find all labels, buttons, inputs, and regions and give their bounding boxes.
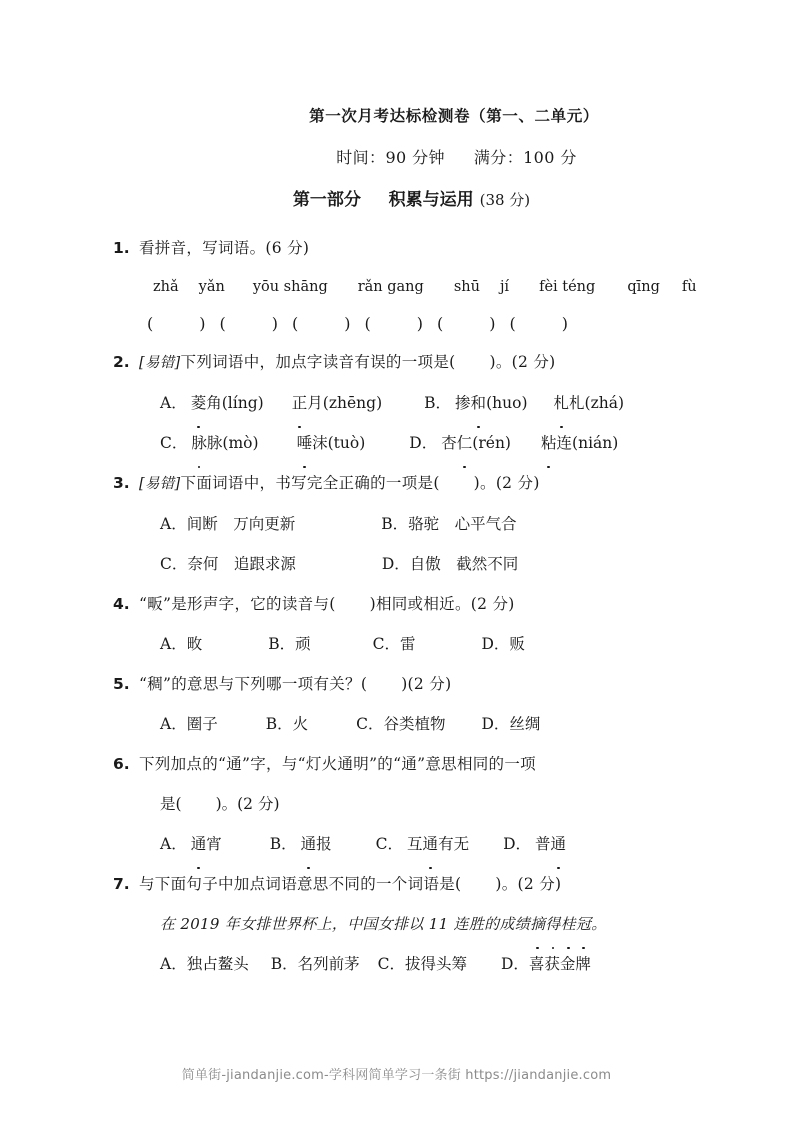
question-2-blank[interactable] — [455, 353, 489, 371]
question-1-stem — [113, 228, 713, 268]
option-text — [407, 835, 469, 853]
paren-right: ) — [271, 314, 278, 333]
question-5-options — [113, 704, 713, 744]
question-7-options — [113, 944, 713, 984]
option: C．拔得头筹 — [377, 955, 467, 973]
question-3-text — [139, 463, 540, 504]
char: n — [494, 434, 505, 452]
option-text — [585, 394, 625, 412]
emphasis-dot-char: 仁 — [457, 423, 473, 463]
option — [160, 423, 259, 463]
option: B．火 — [265, 715, 309, 733]
option: C．雷 — [372, 635, 416, 653]
char: ) — [504, 434, 511, 452]
question-7-stem-b: )。(2 分) — [495, 875, 562, 893]
question-2-text — [139, 342, 556, 383]
option — [541, 423, 618, 463]
question-5-blank[interactable] — [367, 675, 401, 693]
option-text — [292, 394, 323, 412]
option: A．独占鳌头 — [160, 955, 249, 973]
question-4-text — [139, 584, 515, 624]
char: z — [590, 394, 599, 412]
char: g — [366, 394, 377, 412]
char: ) — [257, 394, 264, 412]
emphasis-dot-char: 通 — [551, 824, 567, 864]
paren-left: ( — [147, 314, 154, 333]
answer-blank[interactable] — [510, 306, 569, 342]
char: ( — [486, 394, 493, 412]
emphasis-dot-char: 正 — [292, 383, 308, 423]
char: 脉 — [206, 434, 223, 452]
char: ( — [322, 394, 329, 412]
char: n — [578, 434, 589, 452]
question-5 — [113, 664, 713, 744]
emphasis-dot-char: 粘 — [541, 423, 557, 463]
option: D．自傲 截然不同 — [381, 555, 519, 573]
char: 月 — [307, 394, 323, 412]
question-6-stem-b-a: 是( — [160, 795, 182, 813]
question-4 — [113, 584, 713, 664]
option-text — [222, 434, 258, 452]
pinyin-token: jí — [499, 279, 510, 295]
char: ē — [346, 394, 357, 412]
pinyin-token: qīng — [627, 279, 660, 295]
option: D．喜获金牌 — [500, 955, 591, 973]
option-label: B． — [269, 835, 297, 853]
question-3-blank[interactable] — [440, 474, 474, 492]
paren-right: ) — [561, 314, 568, 333]
char: l — [227, 394, 233, 412]
option — [160, 383, 264, 423]
question-2 — [113, 342, 713, 463]
question-4-options — [113, 624, 713, 664]
question-3-stem — [113, 463, 713, 504]
char: ( — [221, 394, 228, 412]
question-4-stem-b: )相同或相近。(2 分) — [369, 595, 515, 613]
option-text — [541, 434, 572, 452]
question-7-number: 7. — [113, 875, 130, 893]
option-text — [441, 434, 472, 452]
question-4-blank[interactable] — [336, 595, 370, 613]
question-1 — [113, 228, 713, 342]
emphasis-dot-char: 札 — [554, 383, 570, 423]
question-3-options-row-2 — [113, 544, 713, 584]
option-text — [297, 434, 328, 452]
option-text — [191, 394, 222, 412]
option-label: B． — [424, 394, 452, 412]
option — [376, 824, 469, 864]
paren-right: ) — [344, 314, 351, 333]
pinyin-token: shū — [453, 279, 480, 295]
question-5-stem-b: )(2 分) — [401, 675, 452, 693]
exam-total-score-label: 满分：100 分 — [473, 148, 577, 167]
question-7-stem — [113, 864, 713, 904]
char: ) — [612, 434, 619, 452]
char: u — [502, 394, 513, 412]
question-6 — [113, 744, 713, 864]
paren-left: ( — [437, 314, 444, 333]
option: D．贩 — [481, 635, 525, 653]
question-7-example-sentence — [113, 904, 713, 944]
question-list — [113, 228, 713, 984]
option-text — [572, 434, 618, 452]
question-1-answer-blanks[interactable] — [113, 306, 713, 342]
option-text — [222, 394, 264, 412]
question-6-options — [113, 824, 713, 864]
paren-right: ) — [416, 314, 423, 333]
char: n — [356, 394, 367, 412]
char: á — [608, 394, 618, 412]
char: u — [339, 434, 350, 452]
option: B．骆驼 心平气合 — [381, 515, 517, 533]
option: B．顽 — [268, 635, 311, 653]
footer-watermark: 简单街-jiandanjie.com-学科网简单学习一条街 https://jiandanjie.com — [181, 1068, 612, 1083]
char: ( — [222, 434, 229, 452]
question-6-text-line-1: 下列加点的“通”字，与“灯火通明”的“通”意思相同的一项 — [139, 755, 536, 773]
option — [503, 824, 566, 864]
question-7-text — [139, 864, 561, 904]
page-title: 第一次月考达标检测卷（第一、二单元） — [309, 107, 599, 125]
char: n — [237, 394, 248, 412]
char: ) — [521, 394, 528, 412]
option-label: C． — [160, 434, 188, 452]
option: C．奈何 追跟求源 — [160, 555, 296, 573]
emphasis-dot-char: 菱 — [191, 383, 207, 423]
option-text — [301, 835, 332, 853]
question-2-stem-a: 下列词语中，加点字读音有误的一项是( — [180, 353, 456, 371]
char: ( — [327, 434, 334, 452]
question-4-stem — [113, 584, 713, 624]
question-3 — [113, 463, 713, 584]
option-label: D． — [409, 434, 438, 452]
question-4-number: 4. — [113, 595, 130, 613]
part-heading — [0, 185, 793, 210]
paren-left: ( — [219, 314, 226, 333]
question-5-stem — [113, 664, 713, 704]
emphasis-dot-char: 摘 — [530, 904, 545, 944]
emphasis-dot-char: 唾 — [297, 423, 313, 463]
char: 札 — [569, 394, 585, 412]
question-2-stem — [113, 342, 713, 383]
pinyin-token: yōu shāng — [252, 279, 328, 295]
question-3-options-row-1 — [113, 504, 713, 544]
char: 宵 — [206, 835, 222, 853]
emphasis-dot-char: 和 — [471, 383, 487, 423]
char: h — [598, 394, 609, 412]
part-label: 第一部分 — [292, 190, 361, 210]
option — [554, 383, 625, 423]
option: B．名列前茅 — [270, 955, 360, 973]
option — [270, 824, 332, 864]
question-3-stem-a: 下面词语中，书写完全正确的一项是( — [180, 474, 440, 492]
question-1-number: 1. — [113, 239, 130, 257]
char: r — [478, 434, 486, 452]
char: ( — [584, 394, 591, 412]
question-7 — [113, 864, 713, 984]
option-text — [472, 434, 511, 452]
option-text — [328, 434, 366, 452]
question-1-pinyin-row — [113, 268, 713, 306]
option — [292, 383, 382, 423]
question-6-stem-b-b: )。(2 分) — [215, 795, 280, 813]
option — [424, 383, 527, 423]
option-text — [535, 835, 566, 853]
question-5-number: 5. — [113, 675, 130, 693]
pinyin-token: yǎn — [198, 279, 225, 295]
question-2-options-row-2 — [113, 423, 713, 463]
question-7-stem-a: 与下面句子中加点词语意思不同的一个词语是( — [139, 875, 462, 893]
pinyin-token: fèi téng — [539, 279, 596, 295]
char: 普 — [535, 835, 551, 853]
paren-right: ) — [199, 314, 206, 333]
char: t — [333, 434, 340, 452]
option-text — [455, 394, 486, 412]
char: ( — [472, 434, 479, 452]
question-2-options-row-1 — [113, 383, 713, 423]
example-emphasis — [530, 915, 591, 933]
emphasis-dot-char: 得 — [545, 904, 560, 944]
question-5-text — [139, 664, 451, 704]
char: o — [512, 394, 522, 412]
exam-time-label: 时间：90 分钟 — [336, 148, 445, 167]
option-label: D． — [503, 835, 532, 853]
option: A．间断 万向更新 — [160, 515, 296, 533]
char: m — [228, 434, 244, 452]
char: 报 — [316, 835, 332, 853]
option: A．圈子 — [160, 715, 218, 733]
question-3-tag: [易错] — [139, 476, 181, 492]
char: ) — [618, 394, 625, 412]
question-2-number: 2. — [113, 353, 130, 371]
option-label: A． — [160, 835, 187, 853]
char: g — [247, 394, 258, 412]
question-1-text: 看拼音，写词语。(6 分) — [139, 239, 310, 257]
option: A．畋 — [160, 635, 203, 653]
char: 杏 — [441, 434, 457, 452]
answer-blank[interactable] — [147, 306, 206, 342]
char: ) — [359, 434, 366, 452]
emphasis-dot-char: 冠 — [576, 904, 591, 944]
paren-right: ) — [489, 314, 496, 333]
pinyin-token: zhǎ — [153, 279, 179, 295]
question-2-stem-b: )。(2 分) — [489, 353, 556, 371]
question-4-stem-a: “畈”是形声字，它的读音与( — [139, 595, 336, 613]
paren-left: ( — [292, 314, 299, 333]
answer-blank[interactable] — [437, 306, 496, 342]
paren-left: ( — [509, 314, 516, 333]
char: 有 — [438, 835, 454, 853]
option — [160, 824, 222, 864]
char: 无 — [453, 835, 470, 853]
char: h — [336, 394, 347, 412]
char: ) — [252, 434, 259, 452]
char: ) — [376, 394, 383, 412]
question-3-stem-b: )。(2 分) — [473, 474, 540, 492]
answer-blank[interactable] — [365, 306, 424, 342]
char: í — [232, 394, 238, 412]
question-7-blank[interactable] — [461, 875, 495, 893]
pinyin-token: rǎn gang — [357, 279, 424, 295]
char: z — [328, 394, 337, 412]
option-text — [191, 434, 222, 452]
char: á — [593, 434, 603, 452]
emphasis-dot-char: 通 — [301, 824, 317, 864]
question-6-blank[interactable] — [182, 795, 216, 813]
question-6-stem — [113, 744, 713, 784]
exam-meta — [0, 145, 793, 168]
char: 掺 — [455, 394, 471, 412]
option — [409, 423, 511, 463]
char: h — [492, 394, 503, 412]
char: n — [602, 434, 613, 452]
example-text-after: 。 — [591, 915, 607, 933]
example-text-before: 在 2019 年女排世界杯上，中国女排以 11 连胜的成绩 — [160, 915, 531, 933]
part-name: 积累与运用 — [388, 190, 474, 210]
question-3-number: 3. — [113, 474, 130, 492]
option-text — [323, 394, 382, 412]
answer-blank[interactable] — [292, 306, 351, 342]
char: ò — [349, 434, 360, 452]
option-label: C． — [375, 835, 404, 853]
char: é — [485, 434, 495, 452]
emphasis-dot-char: 桂 — [561, 904, 576, 944]
question-6-number: 6. — [113, 755, 130, 773]
char: ò — [243, 434, 253, 452]
question-5-stem-a: “稠”的意思与下列哪一项有关？( — [139, 675, 368, 693]
part-score: (38 分) — [479, 191, 531, 209]
char: ( — [572, 434, 579, 452]
char: 互 — [407, 835, 423, 853]
option-label: A． — [160, 394, 187, 412]
paren-left: ( — [364, 314, 371, 333]
emphasis-dot-char: 通 — [423, 824, 439, 864]
char: 连 — [556, 434, 573, 452]
question-2-tag: [易错] — [139, 355, 181, 371]
char: 沫 — [312, 434, 328, 452]
option-text — [486, 394, 527, 412]
question-6-text-line-2 — [113, 784, 713, 824]
emphasis-dot-char: 通 — [191, 824, 207, 864]
option: C．谷类植物 — [356, 715, 446, 733]
option — [297, 423, 366, 463]
char: i — [588, 434, 594, 452]
char: 角 — [206, 394, 222, 412]
answer-blank[interactable] — [220, 306, 279, 342]
pinyin-token: fù — [681, 279, 697, 295]
option: D．丝绸 — [481, 715, 541, 733]
option-text — [554, 394, 585, 412]
emphasis-dot-char: 脉 — [191, 423, 207, 463]
option-text — [191, 835, 222, 853]
